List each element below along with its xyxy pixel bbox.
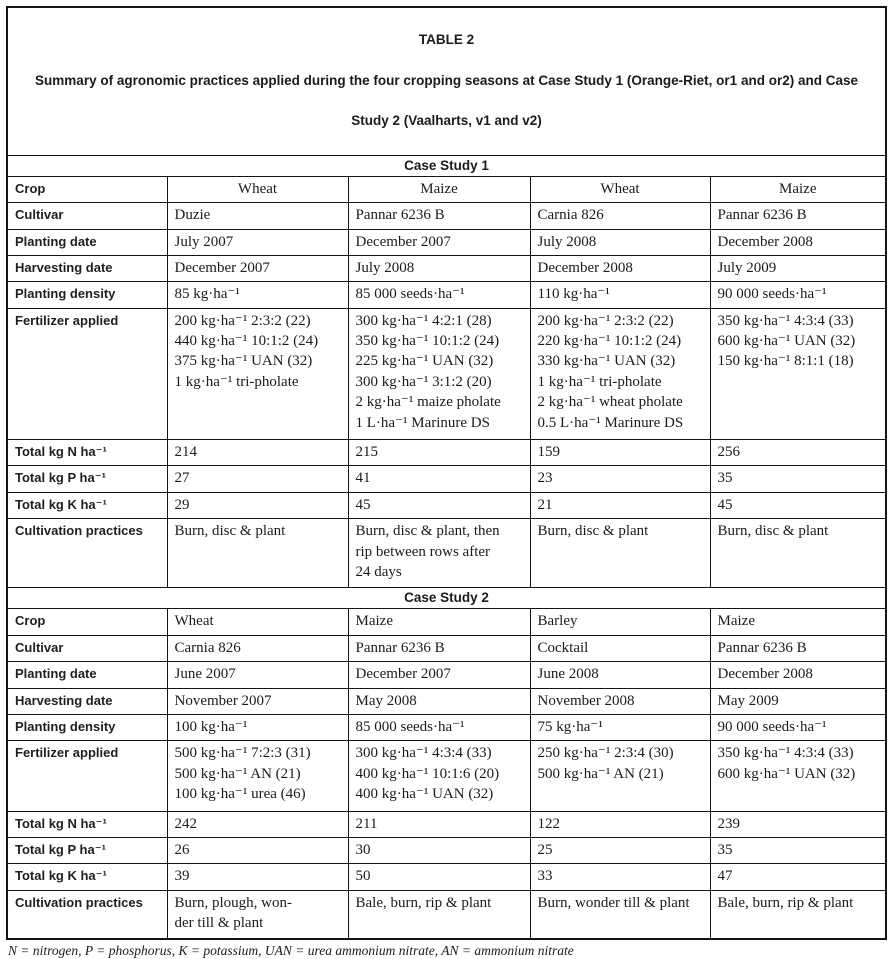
harvesting-date-cell: November 2008	[530, 688, 710, 714]
table-row-total-k	[7, 864, 886, 890]
total-k-cell: 45	[710, 492, 886, 518]
fertilizer-cell: 200 kg·ha⁻¹ 2:3:2 (22) 440 kg·ha⁻¹ 10:1:2 (24) 375 kg·ha⁻¹ UAN (32) 1 kg·ha⁻¹ tri-pholate	[167, 308, 348, 439]
table-row-cultivar	[7, 203, 886, 229]
planting-date-cell: December 2007	[348, 229, 530, 255]
total-p-cell: 25	[530, 837, 710, 863]
total-p-cell: 35	[710, 837, 886, 863]
row-label-total-p: Total kg P ha⁻¹	[7, 837, 167, 863]
fertilizer-cell: 300 kg·ha⁻¹ 4:3:4 (33) 400 kg·ha⁻¹ 10:1:6 (20) 400 kg·ha⁻¹ UAN (32)	[348, 741, 530, 811]
row-label-total-n: Total kg N ha⁻¹	[7, 811, 167, 837]
crop-cell: Maize	[710, 609, 886, 635]
row-label-fertilizer-applied: Fertilizer applied	[7, 308, 167, 439]
cultivar-cell: Pannar 6236 B	[348, 635, 530, 661]
total-n-cell: 214	[167, 440, 348, 466]
fertilizer-cell: 200 kg·ha⁻¹ 2:3:2 (22) 220 kg·ha⁻¹ 10:1:2 (24) 330 kg·ha⁻¹ UAN (32) 1 kg·ha⁻¹ tri-pholate 2 kg·ha⁻¹ wheat pholate 0.5 L·ha⁻¹ Marinure DS	[530, 308, 710, 439]
table-row-cultivation-practices	[7, 519, 886, 588]
row-label-crop: Crop	[7, 609, 167, 635]
row-label-planting-date: Planting date	[7, 229, 167, 255]
total-p-cell: 41	[348, 466, 530, 492]
total-n-cell: 211	[348, 811, 530, 837]
planting-density-cell: 90 000 seeds·ha⁻¹	[710, 282, 886, 308]
planting-density-cell: 85 000 seeds·ha⁻¹	[348, 282, 530, 308]
table-title	[7, 7, 886, 155]
section-header-case-study-1: Case Study 1	[7, 155, 886, 176]
total-n-cell: 159	[530, 440, 710, 466]
crop-cell: Wheat	[167, 609, 348, 635]
planting-date-cell: December 2008	[710, 229, 886, 255]
planting-date-cell: June 2007	[167, 662, 348, 688]
section-header-case-study-2: Case Study 2	[7, 588, 886, 609]
cultivar-cell: Pannar 6236 B	[710, 635, 886, 661]
title-row	[7, 7, 886, 155]
table-row-crop	[7, 176, 886, 202]
total-p-cell: 27	[167, 466, 348, 492]
cultivation-cell: Burn, disc & plant	[167, 519, 348, 588]
table-row-planting-density	[7, 282, 886, 308]
total-n-cell: 239	[710, 811, 886, 837]
total-n-cell: 215	[348, 440, 530, 466]
total-n-cell: 256	[710, 440, 886, 466]
table-number: TABLE 2	[418, 32, 475, 48]
row-label-planting-date: Planting date	[7, 662, 167, 688]
row-label-fertilizer-applied: Fertilizer applied	[7, 741, 167, 811]
harvesting-date-cell: May 2009	[710, 688, 886, 714]
table-row-total-p	[7, 837, 886, 863]
cultivation-cell: Burn, wonder till & plant	[530, 890, 710, 939]
row-label-cultivation-practices: Cultivation practices	[7, 519, 167, 588]
planting-date-cell: June 2008	[530, 662, 710, 688]
planting-date-cell: December 2008	[710, 662, 886, 688]
cultivar-cell: Carnia 826	[167, 635, 348, 661]
row-label-total-k: Total kg K ha⁻¹	[7, 492, 167, 518]
planting-density-cell: 100 kg·ha⁻¹	[167, 714, 348, 740]
planting-date-cell: July 2007	[167, 229, 348, 255]
row-label-planting-density: Planting density	[7, 714, 167, 740]
row-label-planting-density: Planting density	[7, 282, 167, 308]
crop-cell: Maize	[348, 609, 530, 635]
total-p-cell: 35	[710, 466, 886, 492]
total-p-cell: 30	[348, 837, 530, 863]
table-row-cultivar	[7, 635, 886, 661]
cultivar-cell: Pannar 6236 B	[348, 203, 530, 229]
planting-density-cell: 110 kg·ha⁻¹	[530, 282, 710, 308]
harvesting-date-cell: December 2007	[167, 255, 348, 281]
table-row-cultivation-practices	[7, 890, 886, 939]
table-caption-line-1: Summary of agronomic practices applied during the four cropping seasons at Case Study 1 (Orange-Riet, or1 and or2) and Case	[35, 72, 858, 88]
cultivar-cell: Carnia 826	[530, 203, 710, 229]
total-k-cell: 39	[167, 864, 348, 890]
total-k-cell: 45	[348, 492, 530, 518]
footnote: N = nitrogen, P = phosphorus, K = potassium, UAN = urea ammonium nitrate, AN = ammonium nitrate	[8, 943, 574, 959]
total-p-cell: 26	[167, 837, 348, 863]
crop-cell: Barley	[530, 609, 710, 635]
fertilizer-cell: 300 kg·ha⁻¹ 4:2:1 (28) 350 kg·ha⁻¹ 10:1:2 (24) 225 kg·ha⁻¹ UAN (32) 300 kg·ha⁻¹ 3:1:2 (20) 2 kg·ha⁻¹ maize pholate 1 L·ha⁻¹ Marinure DS	[348, 308, 530, 439]
planting-date-cell: December 2007	[348, 662, 530, 688]
row-label-total-k: Total kg K ha⁻¹	[7, 864, 167, 890]
fertilizer-cell: 250 kg·ha⁻¹ 2:3:4 (30) 500 kg·ha⁻¹ AN (21)	[530, 741, 710, 811]
table-row-fertilizer-applied	[7, 741, 886, 811]
cultivation-cell: Burn, disc & plant	[530, 519, 710, 588]
crop-cell: Maize	[710, 176, 886, 202]
row-label-cultivar: Cultivar	[7, 203, 167, 229]
row-label-total-p: Total kg P ha⁻¹	[7, 466, 167, 492]
harvesting-date-cell: July 2009	[710, 255, 886, 281]
planting-density-cell: 90 000 seeds·ha⁻¹	[710, 714, 886, 740]
cultivation-cell: Burn, disc & plant, then rip between rows after 24 days	[348, 519, 530, 588]
row-label-total-n: Total kg N ha⁻¹	[7, 440, 167, 466]
fertilizer-cell: 350 kg·ha⁻¹ 4:3:4 (33) 600 kg·ha⁻¹ UAN (32) 150 kg·ha⁻¹ 8:1:1 (18)	[710, 308, 886, 439]
cultivation-cell: Burn, plough, won- der till & plant	[167, 890, 348, 939]
total-k-cell: 21	[530, 492, 710, 518]
table-row-total-p	[7, 466, 886, 492]
cultivation-cell: Burn, disc & plant	[710, 519, 886, 588]
fertilizer-cell: 500 kg·ha⁻¹ 7:2:3 (31) 500 kg·ha⁻¹ AN (21) 100 kg·ha⁻¹ urea (46)	[167, 741, 348, 811]
total-k-cell: 50	[348, 864, 530, 890]
table-row-harvesting-date	[7, 255, 886, 281]
cultivar-cell: Pannar 6236 B	[710, 203, 886, 229]
total-k-cell: 47	[710, 864, 886, 890]
harvesting-date-cell: December 2008	[530, 255, 710, 281]
total-k-cell: 33	[530, 864, 710, 890]
row-label-crop: Crop	[7, 176, 167, 202]
total-p-cell: 23	[530, 466, 710, 492]
table-row-planting-density	[7, 714, 886, 740]
total-k-cell: 29	[167, 492, 348, 518]
planting-date-cell: July 2008	[530, 229, 710, 255]
table-row-total-n	[7, 811, 886, 837]
cultivar-cell: Cocktail	[530, 635, 710, 661]
total-n-cell: 242	[167, 811, 348, 837]
harvesting-date-cell: May 2008	[348, 688, 530, 714]
crop-cell: Wheat	[530, 176, 710, 202]
total-n-cell: 122	[530, 811, 710, 837]
planting-density-cell: 85 000 seeds·ha⁻¹	[348, 714, 530, 740]
table-row-total-n	[7, 440, 886, 466]
table-caption-line-2: Study 2 (Vaalharts, v1 and v2)	[351, 113, 542, 129]
fertilizer-cell: 350 kg·ha⁻¹ 4:3:4 (33) 600 kg·ha⁻¹ UAN (32)	[710, 741, 886, 811]
crop-cell: Wheat	[167, 176, 348, 202]
planting-density-cell: 75 kg·ha⁻¹	[530, 714, 710, 740]
harvesting-date-cell: July 2008	[348, 255, 530, 281]
planting-density-cell: 85 kg·ha⁻¹	[167, 282, 348, 308]
crop-cell: Maize	[348, 176, 530, 202]
row-label-harvesting-date: Harvesting date	[7, 255, 167, 281]
cultivation-cell: Bale, burn, rip & plant	[348, 890, 530, 939]
cultivar-cell: Duzie	[167, 203, 348, 229]
table-row-crop	[7, 609, 886, 635]
cultivation-cell: Bale, burn, rip & plant	[710, 890, 886, 939]
table-row-harvesting-date	[7, 688, 886, 714]
table-row-planting-date	[7, 662, 886, 688]
row-label-harvesting-date: Harvesting date	[7, 688, 167, 714]
table-row-planting-date	[7, 229, 886, 255]
row-label-cultivation-practices: Cultivation practices	[7, 890, 167, 939]
section-header-row	[7, 588, 886, 609]
agronomic-practices-table	[6, 6, 887, 940]
table-row-fertilizer-applied	[7, 308, 886, 439]
row-label-cultivar: Cultivar	[7, 635, 167, 661]
section-header-row	[7, 155, 886, 176]
harvesting-date-cell: November 2007	[167, 688, 348, 714]
table-row-total-k	[7, 492, 886, 518]
